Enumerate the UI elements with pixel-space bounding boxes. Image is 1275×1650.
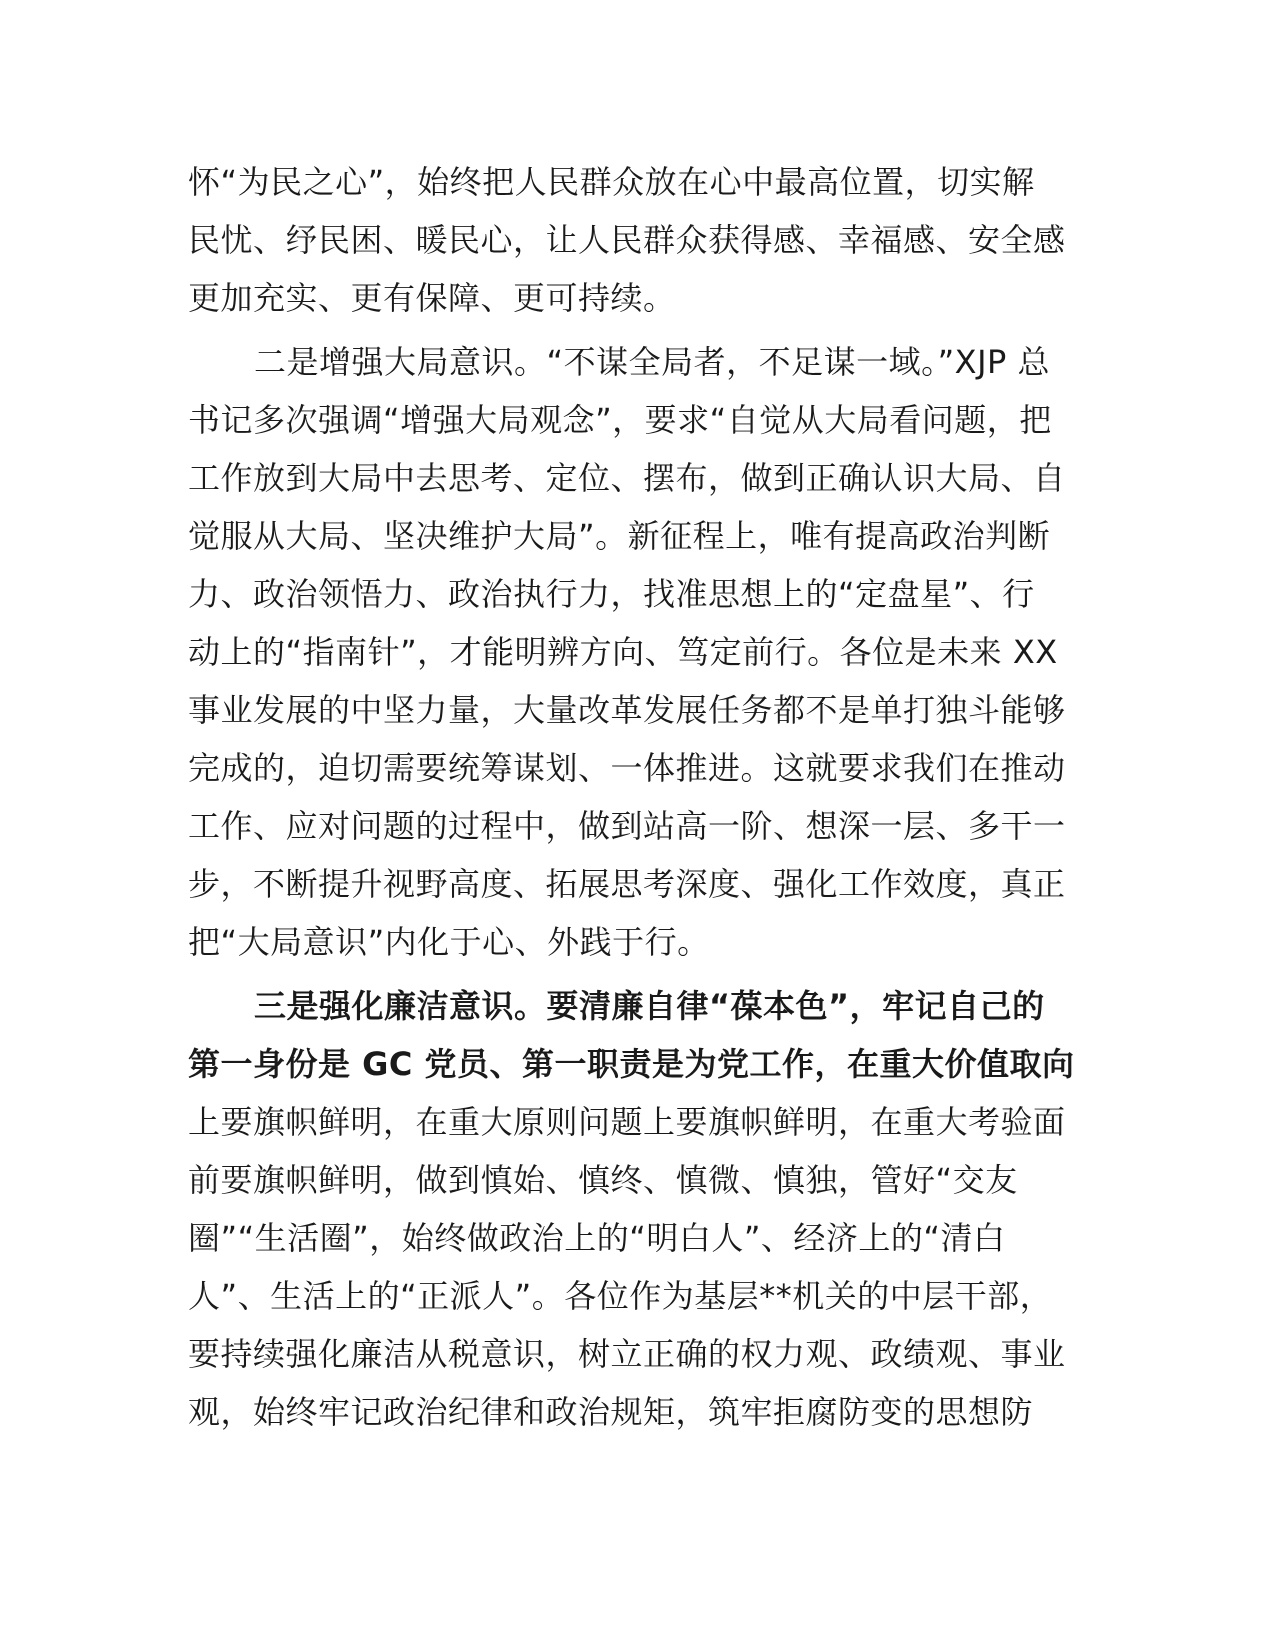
- paragraph-line: 力、政治领悟力、政治执行力，找准思想上的“定盘星”、行: [188, 575, 1035, 613]
- paragraph-line: 上要旗帜鲜明，在重大原则问题上要旗帜鲜明，在重大考验面: [188, 1103, 1066, 1141]
- paragraph-line: 三是强化廉洁意识。要清廉自律“葆本色”，牢记自己的: [254, 987, 1045, 1025]
- paragraph-line: 书记多次强调“增强大局观念”，要求“自觉从大局看问题，把: [188, 401, 1052, 439]
- paragraph-line: 工作放到大局中去思考、定位、摆布，做到正确认识大局、自: [188, 459, 1066, 497]
- paragraph-line: 前要旗帜鲜明，做到慎始、慎终、慎微、慎独，管好“交友: [188, 1161, 1018, 1199]
- paragraph-line: 圈”“生活圈”，始终做政治上的“明白人”、经济上的“清白: [188, 1219, 1006, 1257]
- paragraph-line: 要持续强化廉洁从税意识，树立正确的权力观、政绩观、事业: [188, 1335, 1066, 1373]
- paragraph-line: 观，始终牢记政治纪律和政治规矩，筑牢拒腐防变的思想防: [188, 1393, 1034, 1431]
- paragraph-1: [188, 153, 1088, 327]
- paragraph-line: 完成的，迫切需要统筹谋划、一体推进。这就要求我们在推动: [188, 749, 1066, 787]
- paragraph-line: 事业发展的中坚力量，大量改革发展任务都不是单打独斗能够: [188, 691, 1066, 729]
- paragraph-line: 步，不断提升视野高度、拓展思考深度、强化工作效度，真正: [188, 865, 1066, 903]
- paragraph-line: 二是增强大局意识。“不谋全局者，不足谋一域。”XJP 总: [254, 343, 1050, 381]
- paragraph-line: 第一身份是 GC 党员、第一职责是为党工作，在重大价值取向: [188, 1045, 1075, 1083]
- paragraph-2: [188, 333, 1088, 971]
- paragraph-3: [188, 977, 1088, 1441]
- paragraph-line: 把“大局意识”内化于心、外践于行。: [188, 923, 710, 961]
- paragraph-line: 怀“为民之心”，始终把人民群众放在心中最高位置，切实解: [188, 163, 1035, 201]
- document-body: [188, 153, 1088, 1441]
- paragraph-line: 民忧、纾民困、暖民心，让人民群众获得感、幸福感、安全感: [188, 221, 1066, 259]
- paragraph-line: 工作、应对问题的过程中，做到站高一阶、想深一层、多干一: [188, 807, 1066, 845]
- paragraph-line: 觉服从大局、坚决维护大局”。新征程上，唯有提高政治判断: [188, 517, 1051, 555]
- paragraph-line: 更加充实、更有保障、更可持续。: [188, 279, 676, 317]
- paragraph-line: 动上的“指南针”，才能明辨方向、笃定前行。各位是未来 XX: [188, 633, 1058, 671]
- paragraph-line: 人”、生活上的“正派人”。各位作为基层**机关的中层干部，: [188, 1277, 1053, 1315]
